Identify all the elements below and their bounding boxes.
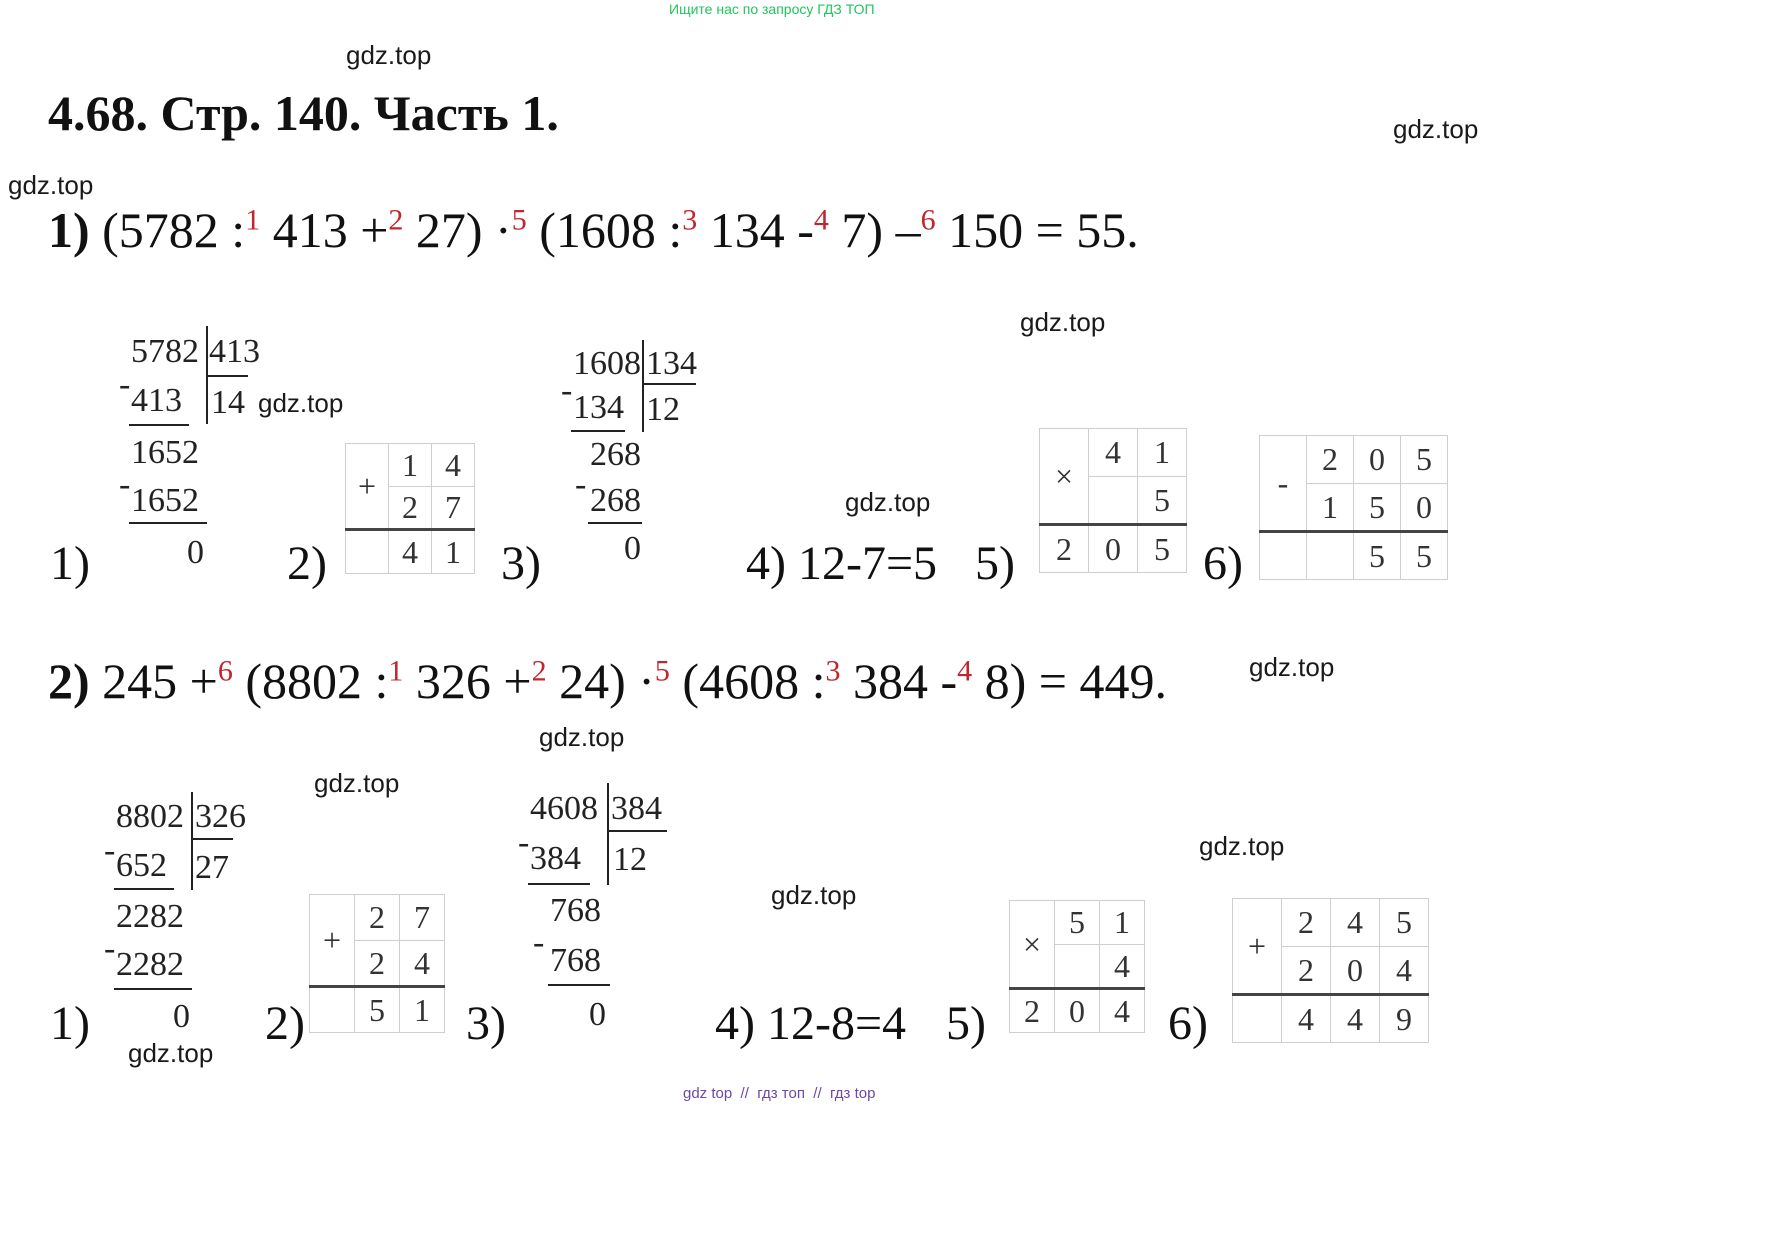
order-mark: 1 [245,203,261,237]
step-label: 6) [1168,997,1208,1050]
step-label: 2) [287,537,327,590]
order-mark: 3 [682,203,698,237]
addition-table: + 2 4 5 2 0 4 4 4 9 [1232,898,1429,1043]
order-mark: 4 [957,654,973,688]
step-label: 4) 12-7=5 [746,537,938,590]
watermark: gdz.top [1393,114,1479,144]
step-label: 5) [975,537,1015,590]
watermark: gdz.top [314,768,400,798]
watermark: gdz.top [346,40,432,70]
order-mark: 1 [388,654,404,688]
subtraction-table: - 2 0 5 1 5 0 5 5 [1259,435,1448,580]
multiplication-table: × 4 1 5 2 0 5 [1039,428,1187,573]
page-title: 4.68. Стр. 140. Часть 1. [48,85,559,141]
watermark: gdz.top [539,722,625,752]
problem-label: 1) [48,202,90,258]
step-label: 1) [50,537,90,590]
step-label: 3) [501,537,541,590]
order-mark: 4 [813,203,829,237]
watermark: gdz.top [128,1038,214,1068]
footer-links: gdz top // гдз топ // гдз top [683,1085,876,1102]
addition-table: + 1 4 2 7 4 1 [345,443,475,574]
watermark: gdz.top [1020,307,1106,337]
order-mark: 2 [531,654,547,688]
step-label: 3) [466,997,506,1050]
problem-label: 2) [48,653,90,709]
step-label: 2) [265,997,305,1050]
expression-2: 2) 245 +$^6$ (8802 :$^1$ 326 +$^2$ 24) ·$^5$ (4608 :$^3$ 384 -$^4$ 8) = 449. [48,653,1167,709]
step-label: 6) [1203,537,1243,590]
order-mark: 3 [825,654,841,688]
step-label: 4) 12-8=4 [715,997,907,1050]
watermark: gdz.top [1199,831,1285,861]
watermark: gdz.top [8,170,94,200]
order-mark: 6 [920,203,936,237]
watermark: gdz.top [258,388,344,418]
step-label: 1) [50,997,90,1050]
watermark: gdz.top [845,487,931,517]
order-mark: 2 [388,203,404,237]
multiplication-table: × 5 1 4 2 0 4 [1009,900,1145,1033]
expression-1: 1) (5782 :$^1$ 413 +$^2$ 27) ·$^5$ (1608 :$^3$ 134 -$^4$ 7) –$^6$ 150 = 55. [48,202,1139,258]
step-label: 5) [946,997,986,1050]
order-mark: 6 [217,654,233,688]
search-hint: Ищите нас по запросу ГДЗ ТОП [669,1,875,17]
order-mark: 5 [511,203,527,237]
order-mark: 5 [654,654,670,688]
watermark: gdz.top [771,880,857,910]
addition-table: + 2 7 2 4 5 1 [309,894,445,1033]
watermark: gdz.top [1249,652,1335,682]
